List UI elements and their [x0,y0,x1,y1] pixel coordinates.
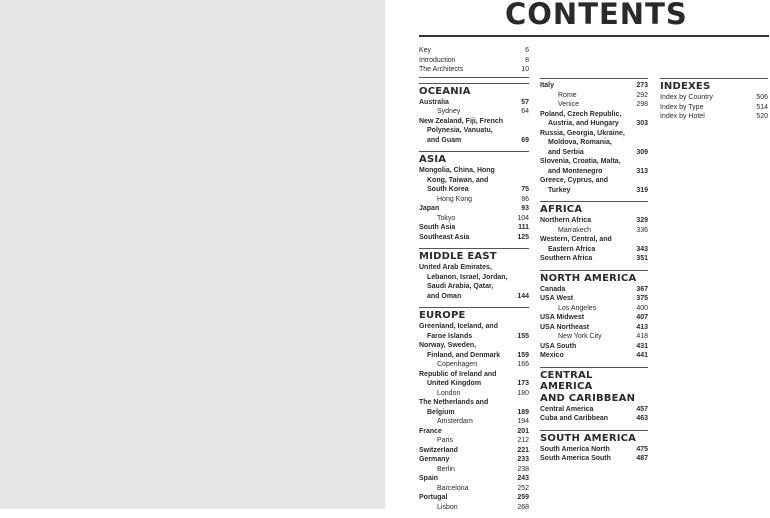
left-gray-panel [0,0,385,509]
entry-label: The Architects [419,66,464,73]
entry-page: 252 [517,484,529,492]
entry-page: 189 [517,408,529,416]
toc-entry[interactable] [540,119,648,129]
entry-page: 431 [636,342,648,350]
toc-entry[interactable] [419,292,529,302]
intro-section [419,46,529,78]
section-africa [540,201,648,264]
entry-label: Moldova, Romania, [548,139,612,146]
entry-label: Berlin [437,465,455,473]
toc-entry[interactable] [419,166,529,176]
entry-label: London [437,389,461,397]
entry-page: 93 [521,205,529,212]
toc-entry-key[interactable] [419,46,529,56]
entry-label: Key [419,47,432,54]
toc-entry[interactable] [540,100,648,110]
entry-page: 418 [636,333,648,340]
column-1 [419,46,529,518]
entry-label: Barcelona [437,484,469,492]
entry-label: Russia, Georgia, Ukraine, [540,129,625,137]
entry-label: Italy [540,82,555,89]
section-europe [419,307,529,512]
toc-entry[interactable] [419,282,529,292]
toc-entry[interactable] [540,129,648,139]
toc-entry[interactable] [540,351,648,361]
toc-entry[interactable] [419,107,529,117]
entry-page: 463 [636,415,648,422]
toc-entry[interactable] [540,235,648,245]
toc-entry[interactable] [540,245,648,255]
section-indexes [660,78,768,122]
entry-page: 201 [517,427,529,435]
entry-page: 233 [517,456,529,463]
entry-label: USA South [540,342,577,350]
entry-page: 313 [636,167,648,175]
toc-entry[interactable] [419,185,529,195]
entry-page: 351 [636,255,648,262]
toc-entry[interactable] [419,214,529,224]
section-title-line-1: CENTRAL AMERICA [540,369,593,392]
column-3 [660,78,768,128]
toc-entry[interactable] [419,204,529,214]
toc-entry[interactable] [540,313,648,323]
toc-entry[interactable] [419,341,529,351]
toc-entry[interactable] [540,285,648,295]
toc-entry[interactable] [540,216,648,226]
entry-label: Polynesia, Vanuatu, [427,127,493,134]
entry-label: Saudi Arabia, Qatar, [427,283,494,290]
toc-entry[interactable] [540,323,648,333]
entry-label: Lisbon [437,503,458,511]
toc-entry-introduction[interactable] [419,56,529,66]
toc-entry[interactable] [540,342,648,352]
toc-entry[interactable] [540,454,648,464]
entry-page: 155 [517,332,529,340]
entry-page: 6 [525,47,529,54]
entry-label: Poland, Czech Republic, [540,110,622,118]
entry-page: 180 [517,389,529,397]
entry-label: Greenland, Iceland, and [419,323,498,330]
toc-entry[interactable] [419,503,529,513]
toc-entry[interactable] [419,117,529,127]
toc-entry[interactable] [419,436,529,446]
entry-label: Northern Africa [540,217,592,224]
entry-label: Japan [419,205,440,212]
entry-label: Eastern Africa [548,245,596,253]
toc-entry[interactable] [540,157,648,167]
entry-page: 75 [521,186,529,193]
entry-page: 298 [636,101,648,108]
entry-label: Southern Africa [540,255,593,262]
entry-page: 407 [636,314,648,321]
entry-page: 506 [756,94,768,101]
toc-entry[interactable] [419,427,529,437]
entry-label: Portugal [419,494,448,501]
entry-page: 221 [517,446,529,454]
entry-label: Turkey [548,186,571,194]
entry-label: The Netherlands and [419,399,489,406]
entry-label: South Asia [419,224,456,231]
entry-page: 64 [521,108,529,115]
section-asia [419,151,529,242]
toc-entry[interactable] [540,148,648,158]
entry-label: Slovenia, Croatia, Malta, [540,158,621,165]
section-north-america [540,270,648,361]
entry-label: Spain [419,475,439,482]
toc-entry-architects[interactable] [419,65,529,75]
entry-page: 10 [521,66,529,73]
entry-page: 238 [517,465,529,473]
entry-label: Index by Type [660,103,704,111]
entry-label: Hong Kong [437,195,473,203]
entry-label: Lebanon, Israel, Jordan, [427,273,508,281]
toc-entry[interactable] [540,294,648,304]
entry-label: and Serbia [548,148,584,156]
section-title: MIDDLE EAST [419,251,497,262]
entry-page: 125 [517,233,529,241]
entry-page: 441 [636,352,648,359]
entry-label: Venice [558,101,580,108]
toc-entry[interactable] [540,405,648,415]
toc-entry[interactable] [540,254,648,264]
entry-label: and Guam [427,136,462,144]
entry-label: New Zealand, Fiji, French [419,117,504,125]
toc-entry[interactable] [419,195,529,205]
toc-entry[interactable] [540,445,648,455]
entry-label: Australia [419,98,449,106]
column-2 [540,78,648,470]
entry-label: Mexico [540,352,564,359]
toc-entry[interactable] [419,417,529,427]
entry-label: Mongolia, China, Hong [419,167,495,174]
toc-entry[interactable] [540,110,648,120]
toc-entry[interactable] [419,176,529,186]
entry-label: Kong, Taiwan, and [427,176,489,184]
entry-page: 336 [636,226,648,234]
toc-entry[interactable] [419,136,529,146]
contents-page [385,0,770,509]
toc-entry[interactable] [419,389,529,399]
entry-label: South America North [540,445,610,453]
entry-page: 520 [756,113,768,120]
entry-label: Sydney [437,108,461,115]
toc-entry[interactable] [419,484,529,494]
toc-entry[interactable] [419,379,529,389]
entry-label: Introduction [419,56,456,64]
entry-label: Canada [540,285,566,293]
toc-entry[interactable] [419,351,529,361]
section-south-america [540,430,648,464]
entry-label: Western, Central, and [540,236,612,243]
page-title: CONTENTS [505,0,688,31]
entry-page: 514 [756,103,768,111]
toc-entry[interactable] [419,332,529,342]
toc-entry[interactable] [419,223,529,233]
entry-page: 104 [517,214,529,222]
entry-label: South Korea [427,186,469,193]
toc-entry[interactable] [540,226,648,236]
toc-entry[interactable] [419,360,529,370]
section-central-america [540,367,648,424]
entry-page: 343 [636,245,648,253]
entry-label: Marrakech [558,226,592,234]
toc-entry[interactable] [419,446,529,456]
entry-page: 487 [636,455,648,462]
entry-label: France [419,427,442,435]
section-europe-continued [540,78,648,195]
entry-label: Copenhagen [437,361,478,368]
toc-entry[interactable] [540,91,648,101]
entry-label: USA Northeast [540,323,590,331]
section-title: NORTH AMERICA [540,272,637,284]
entry-label: Paris [437,437,453,444]
entry-page: 111 [518,224,529,231]
toc-entry[interactable] [540,167,648,177]
toc-entry[interactable] [419,263,529,273]
toc-entry[interactable] [540,414,648,424]
entry-page: 309 [636,148,648,156]
toc-entry[interactable] [660,103,768,113]
entry-label: and Oman [427,292,462,300]
entry-label: Germany [419,456,450,463]
entry-page: 173 [517,380,529,387]
toc-entry[interactable] [419,408,529,418]
toc-entry[interactable] [419,455,529,465]
toc-entry[interactable] [419,370,529,380]
entry-page: 86 [521,195,529,203]
entry-label: Greece, Cyprus, and [540,177,609,184]
entry-page: 144 [517,292,529,300]
entry-page: 303 [636,120,648,127]
entry-label: Los Angeles [558,304,597,312]
entry-page: 319 [636,186,648,194]
entry-page: 292 [636,91,648,99]
entry-label: Rome [558,91,577,99]
entry-page: 273 [636,82,648,89]
title-rule [419,35,769,37]
toc-entry[interactable] [419,322,529,332]
section-title-line-2: AND CARIBBEAN [540,392,636,404]
entry-label: United Arab Emirates, [419,264,492,271]
toc-entry[interactable] [660,93,768,103]
entry-label: Index by Hotel [660,113,705,120]
entry-page: 375 [636,295,648,302]
toc-entry[interactable] [540,81,648,91]
section-title: OCEANIA [419,85,471,97]
entry-page: 457 [636,405,648,413]
entry-label: Faroe Islands [427,332,473,340]
entry-page: 194 [517,418,529,425]
entry-label: and Montenegro [548,167,603,175]
toc-entry[interactable] [419,465,529,475]
entry-page: 329 [636,217,648,224]
section-middle-east [419,248,529,301]
toc-entry[interactable] [540,138,648,148]
toc-entry[interactable] [419,493,529,503]
toc-entry[interactable] [419,474,529,484]
entry-label: Tokyo [437,214,456,222]
section-title: SOUTH AMERICA [540,432,637,444]
entry-label: Index by Country [660,94,713,101]
section-title: ASIA [419,154,447,165]
entry-page: 212 [517,437,529,444]
toc-entry[interactable] [540,332,648,342]
entry-page: 259 [517,494,529,501]
entry-label: Amsterdam [437,418,473,425]
entry-label: Finland, and Denmark [427,351,501,359]
entry-label: Norway, Sweden, [419,342,477,349]
toc-entry[interactable] [419,233,529,243]
entry-label: South America South [540,455,611,462]
toc-entry[interactable] [419,126,529,136]
entry-label: Republic of Ireland and [419,370,497,378]
section-title: AFRICA [540,204,583,215]
toc-entry[interactable] [419,398,529,408]
toc-entry[interactable] [419,98,529,108]
entry-label: Austria, and Hungary [548,120,619,127]
entry-page: 268 [517,503,529,511]
entry-label: Belgium [427,408,455,416]
entry-page: 367 [636,285,648,293]
section-title: EUROPE [419,310,466,321]
entry-page: 413 [636,323,648,331]
entry-label: Central America [540,405,594,413]
entry-label: USA West [540,295,574,302]
entry-label: United Kingdom [427,380,482,387]
entry-page: 8 [525,56,529,64]
entry-page: 243 [517,475,529,482]
entry-label: New York City [558,333,602,340]
entry-page: 57 [521,98,529,106]
toc-entry[interactable] [419,273,529,283]
entry-page: 400 [636,304,648,312]
entry-page: 166 [517,361,529,368]
toc-entry[interactable] [540,176,648,186]
entry-label: Cuba and Caribbean [540,415,609,422]
entry-page: 475 [636,445,648,453]
toc-entry[interactable] [540,186,648,196]
section-oceania [419,83,529,146]
entry-label: Switzerland [419,446,458,454]
section-title: INDEXES [660,81,711,92]
entry-page: 159 [517,351,529,359]
entry-label: Southeast Asia [419,233,470,241]
entry-label: USA Midwest [540,314,585,321]
toc-entry[interactable] [540,304,648,314]
entry-page: 69 [521,136,529,144]
toc-entry[interactable] [660,112,768,122]
